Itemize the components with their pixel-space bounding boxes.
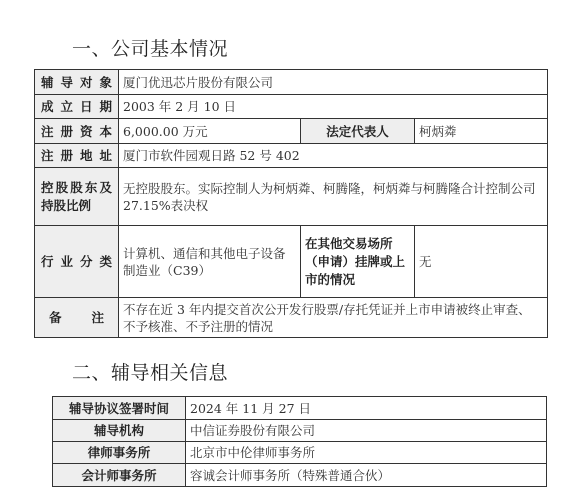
legal-representative-value: 柯炳粦 — [415, 119, 548, 144]
table-row — [35, 298, 548, 338]
industry-classification-label: 行业分类 — [35, 226, 119, 298]
table-row — [35, 95, 548, 119]
accounting-firm-label: 会计师事务所 — [53, 464, 186, 487]
other-listing-value: 无 — [415, 226, 548, 298]
guidance-institution-label: 辅导机构 — [53, 420, 186, 442]
table-row — [53, 397, 547, 420]
table-row — [35, 226, 548, 298]
remarks-label-right: 注 — [91, 310, 104, 325]
guidance-info-table — [52, 396, 547, 487]
section-heading-guidance-info: 二、辅导相关信息 — [72, 362, 229, 384]
other-listing-label: 在其他交易场所（申请）挂牌或上市的情况 — [301, 226, 415, 298]
established-date-value: 2003 年 2 月 10 日 — [119, 95, 548, 119]
company-basic-info-table — [34, 69, 548, 338]
controlling-shareholder-value: 无控股股东。实际控制人为柯炳粦、柯腾隆，柯炳粦与柯腾隆合计控制公司 27.15%表决权 — [119, 168, 548, 226]
controlling-shareholder-label: 控股股东及持股比例 — [35, 168, 119, 226]
registered-capital-label: 注册资本 — [35, 119, 119, 144]
registered-address-value: 厦门市软件园观日路 52 号 402 — [119, 144, 548, 168]
table-row — [53, 464, 547, 487]
law-firm-value: 北京市中伦律师事务所 — [186, 442, 547, 464]
established-date-label: 成立日期 — [35, 95, 119, 119]
agreement-signing-date-value: 2024 年 11 月 27 日 — [186, 397, 547, 420]
section-heading-company-basic-info: 一、公司基本情况 — [72, 38, 229, 60]
table-row — [53, 420, 547, 442]
legal-representative-label: 法定代表人 — [301, 119, 415, 144]
remarks-label-left: 备 — [49, 310, 62, 325]
remarks-value: 不存在近 3 年内提交首次公开发行股票/存托凭证并上市申请被终止审查、不予核准、不予注册的情况 — [119, 298, 548, 338]
law-firm-label: 律师事务所 — [53, 442, 186, 464]
table-row — [35, 70, 548, 95]
remarks-label — [35, 298, 119, 338]
industry-classification-value: 计算机、通信和其他电子设备制造业（C39） — [119, 226, 301, 298]
table-row — [35, 168, 548, 226]
table-row — [35, 119, 548, 144]
guidance-object-value: 厦门优迅芯片股份有限公司 — [119, 70, 548, 95]
registered-capital-value: 6,000.00 万元 — [119, 119, 301, 144]
table-row — [53, 442, 547, 464]
accounting-firm-value: 容诚会计师事务所（特殊普通合伙） — [186, 464, 547, 487]
table-row — [35, 144, 548, 168]
guidance-object-label: 辅导对象 — [35, 70, 119, 95]
guidance-institution-value: 中信证券股份有限公司 — [186, 420, 547, 442]
agreement-signing-date-label: 辅导协议签署时间 — [53, 397, 186, 420]
registered-address-label: 注册地址 — [35, 144, 119, 168]
